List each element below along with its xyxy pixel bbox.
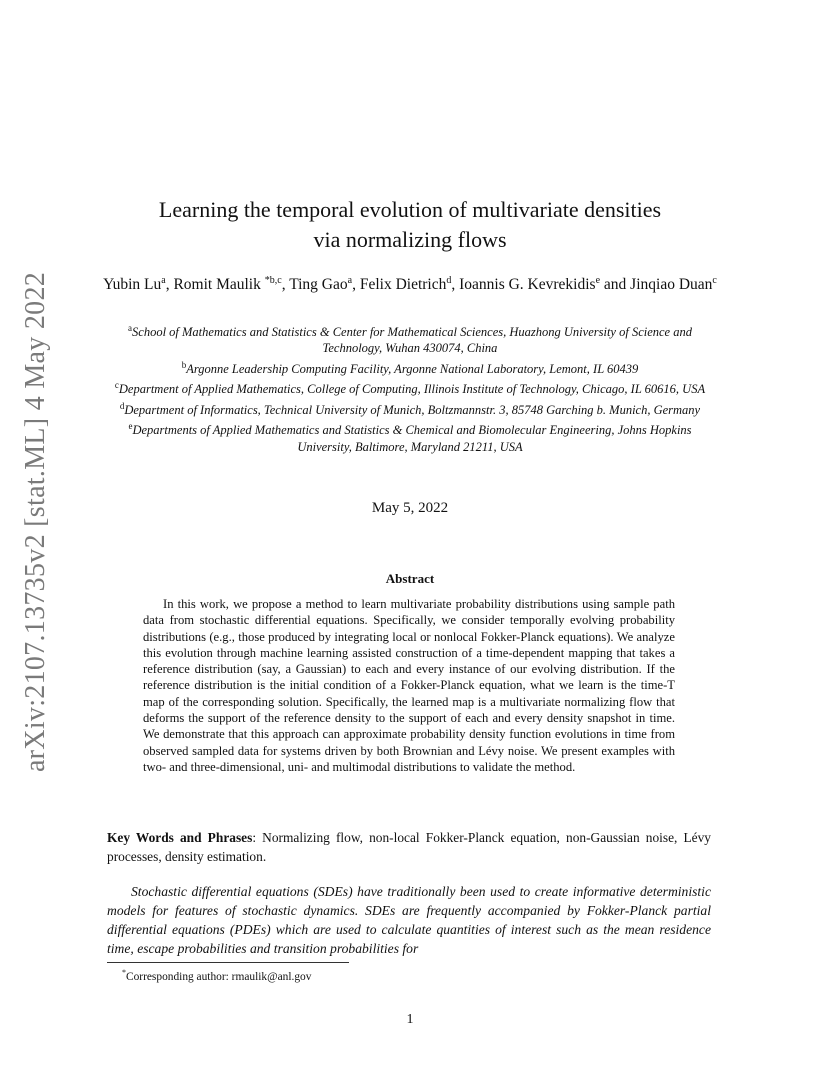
author: Jinqiao Duan$^c$: [630, 275, 717, 294]
keywords: [107, 828, 711, 866]
footnote-mark: *: [122, 968, 126, 977]
affiliation-list: [100, 320, 720, 455]
author-list: [100, 270, 720, 295]
title-line-1: Learning the temporal evolution of multivariate densities: [158, 197, 662, 222]
author-affiliation-mark: a: [161, 275, 166, 286]
abstract-text: In this work, we propose a method to learn multivariate probability distributions using sample path data from stochastic differential equations. Specifically, we consider temporally evolving probability distributions (e.g., those produced by integrating local or nonlocal Fokker-Planck equations). We analyze this evolution through machine learning assisted construction of a time-dependent mapping that takes a reference distribution (say, a Gaussian) to each and every instance of our evolving distribution. If the reference distribution is the initial condition of a Fokker-Planck equation, what we learn is the time-T map of the corresponding solution. Specifically, the learned map is a multivariate normalizing flow that deforms the support of the reference density to the support of each and every density snapshot in time. We demonstrate that this approach can approximate probability density function evolutions in time from observed sampled data for systems driven by both Brownian and Lévy noise. We present examples with two- and three-dimensional, uni- and multimodal distributions to validate the method.: [143, 597, 675, 774]
affiliation: $^e$Departments of Applied Mathematics and Statistics & Chemical and Biomolecular Engineering, Johns Hopkins University, Baltimore, Maryland 21211, USA: [128, 421, 692, 454]
author-affiliation-mark: a: [347, 275, 353, 286]
abstract-heading: Abstract: [385, 571, 435, 586]
footnote: [122, 966, 311, 984]
author: Ting Gao$^a$,: [289, 275, 360, 294]
affiliation: $^c$Department of Applied Mathematics, College of Computing, Illinois Institute of Technology, Chicago, IL 60616, USA: [114, 380, 706, 397]
author: Yubin Lu$^a$,: [103, 275, 174, 294]
footnote-text: Corresponding author: rmaulik@anl.gov: [126, 970, 312, 983]
author-affiliation-mark: d: [446, 275, 452, 286]
author: Ioannis G. Kevrekidis$^e$ and: [459, 275, 631, 294]
author-affiliation-mark: c: [712, 275, 717, 286]
keywords-label: Key Words and Phrases: [107, 830, 253, 845]
title-line-2: via normalizing flows: [313, 227, 507, 252]
affiliation: $^d$Department of Informatics, Technical University of Munich, Boltzmannstr. 3, 85748 Garching b. Munich, Germany: [119, 400, 701, 417]
intro-paragraph: Stochastic differential equations (SDEs) have traditionally been used to create informative deterministic models for features of stochastic dynamics. SDEs are frequently accompanied by Fokker-Planck partial differential equations (PDEs) which are used to calculate quantities of interest such as the mean residence time, escape probabilities and transition probabilities for: [107, 884, 711, 956]
affiliation: $^a$School of Mathematics and Statistics & Center for Mathematical Sciences, Huazhong University of Science and Technology, Wuhan 430074, China: [128, 323, 692, 356]
paper-title: [100, 195, 720, 255]
arxiv-identifier-stamp: arXiv:2107.13735v2 [stat.ML] 4 May 2022: [20, 271, 51, 773]
keywords-text: : Normalizing flow, non-local Fokker-Planck equation, non-Gaussian noise, Lévy processes, density estimation.: [107, 830, 712, 864]
footnote-divider: [107, 962, 349, 963]
author: Romit Maulik $^{*b,c}$,: [173, 275, 290, 294]
publication-date: May 5, 2022: [371, 500, 449, 516]
page-number: 1: [406, 1012, 414, 1027]
author-affiliation-mark: *b,c: [264, 275, 282, 286]
author-affiliation-mark: e: [595, 275, 601, 286]
author: Felix Dietrich$^d$,: [359, 275, 460, 294]
affiliation: $^b$Argonne Leadership Computing Facility, Argonne National Laboratory, Lemont, IL 60439: [181, 359, 639, 376]
